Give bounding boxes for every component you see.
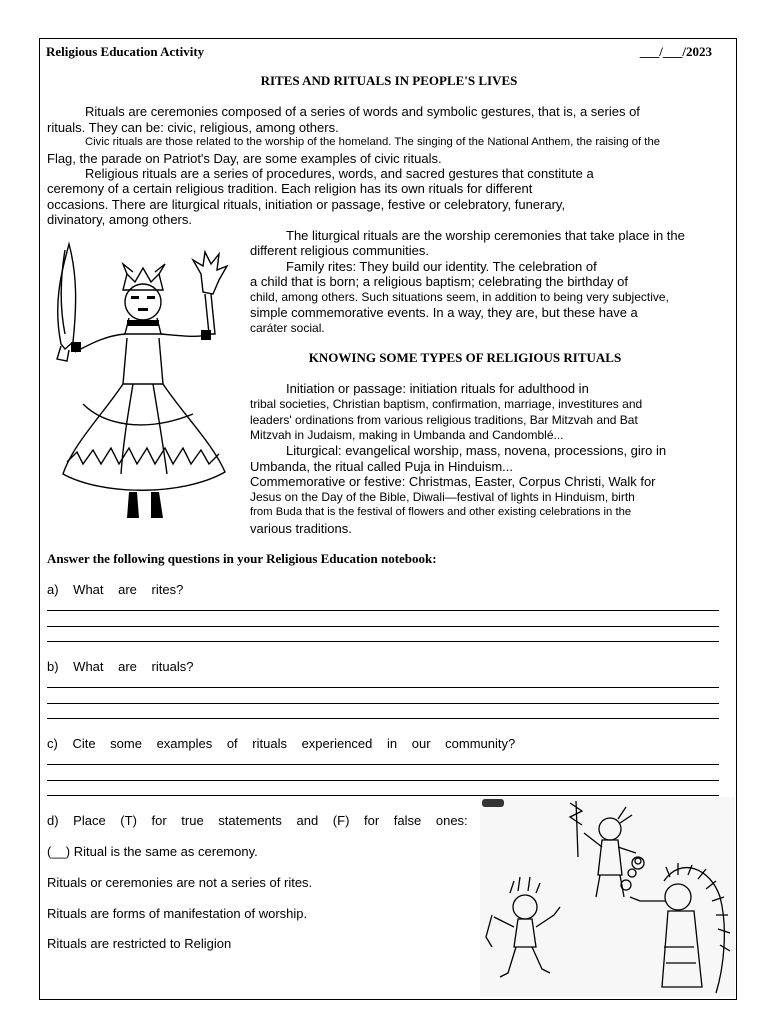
intro-line: Rituals are ceremonies composed of a series of words and symbolic gestures, that is, a series of: [85, 104, 640, 119]
intro-line: divinatory, among others.: [47, 212, 192, 227]
native-americans-illustration: [480, 797, 735, 997]
instruction: Answer the following questions in your Religious Education notebook:: [47, 551, 437, 566]
statement: (__) Ritual is the same as ceremony.: [47, 844, 258, 859]
answer-line[interactable]: [47, 795, 719, 796]
family-rites-line: caráter social.: [250, 321, 325, 335]
statement: Rituals are forms of manifestation of worship.: [47, 906, 308, 921]
types-line: Liturgical: evangelical worship, mass, novena, processions, giro in: [286, 443, 667, 458]
worksheet: [39, 38, 737, 1000]
question-d: d) Place (T) for true statements and (F) for false ones:: [47, 813, 468, 828]
answer-line[interactable]: [47, 764, 719, 765]
types-line: leaders' ordinations from various religious traditions, Bar Mitzvah and Bat: [250, 413, 638, 427]
types-line: from Buda that is the festival of flowers and other existing celebrations in the: [250, 506, 632, 518]
deity-figure-illustration: [43, 234, 243, 529]
answer-line[interactable]: [47, 610, 719, 611]
answer-line[interactable]: [47, 641, 719, 642]
intro-line: occasions. There are liturgical rituals, initiation or passage, festive or celebratory, funerary,: [47, 197, 566, 212]
page-title: RITES AND RITUALS IN PEOPLE'S LIVES: [260, 73, 518, 88]
question-a: a) What are rites?: [47, 582, 184, 597]
intro-line: rituals. They can be: civic, religious, among others.: [47, 120, 339, 135]
intro-line: Flag, the parade on Patriot's Day, are some examples of civic rituals.: [47, 151, 442, 166]
stamp-icon: [482, 799, 504, 807]
liturgical-line: The liturgical rituals are the worship ceremonies that take place in the: [286, 228, 685, 243]
types-line: Commemorative or festive: Christmas, Easter, Corpus Christi, Walk for: [250, 474, 656, 489]
family-rites-line: Family rites: They build our identity. The celebration of: [286, 259, 597, 274]
activity-title: Religious Education Activity: [46, 44, 205, 59]
answer-line[interactable]: [47, 780, 719, 781]
section-subtitle: KNOWING SOME TYPES OF RELIGIOUS RITUALS: [308, 350, 622, 365]
date-field: ___/___/2023: [639, 44, 712, 59]
types-line: Umbanda, the ritual called Puja in Hinduism...: [250, 459, 514, 474]
answer-line[interactable]: [47, 703, 719, 704]
answer-line[interactable]: [47, 626, 719, 627]
family-rites-line: child, among others. Such situations seem, in addition to being very subjective,: [250, 290, 669, 304]
types-line: Jesus on the Day of the Bible, Diwali—festival of lights in Hinduism, birth: [250, 490, 635, 504]
statement: Rituals are restricted to Religion: [47, 936, 232, 951]
types-line: Initiation or passage: initiation rituals for adulthood in: [286, 381, 589, 396]
family-rites-line: a child that is born; a religious baptism; celebrating the birthday of: [250, 274, 628, 289]
liturgical-line: different religious communities.: [250, 243, 429, 258]
types-line: various traditions.: [250, 521, 352, 536]
intro-line: Civic rituals are those related to the worship of the homeland. The singing of the National Anthem, the raising of the: [85, 136, 661, 148]
question-c: c) Cite some examples of rituals experienced in our community?: [47, 736, 516, 751]
types-line: tribal societies, Christian baptism, confirmation, marriage, investitures and: [250, 397, 643, 411]
intro-line: Religious rituals are a series of procedures, words, and sacred gestures that constitute a: [85, 166, 594, 181]
types-line: Mitzvah in Judaism, making in Umbanda and Candomblé...: [250, 428, 564, 442]
answer-line[interactable]: [47, 687, 719, 688]
intro-line: ceremony of a certain religious tradition. Each religion has its own rituals for different: [47, 181, 533, 196]
statement: Rituals or ceremonies are not a series of rites.: [47, 875, 313, 890]
answer-line[interactable]: [47, 718, 719, 719]
family-rites-line: simple commemorative events. In a way, they are, but these have a: [250, 305, 638, 320]
question-b: b) What are rituals?: [47, 659, 194, 674]
